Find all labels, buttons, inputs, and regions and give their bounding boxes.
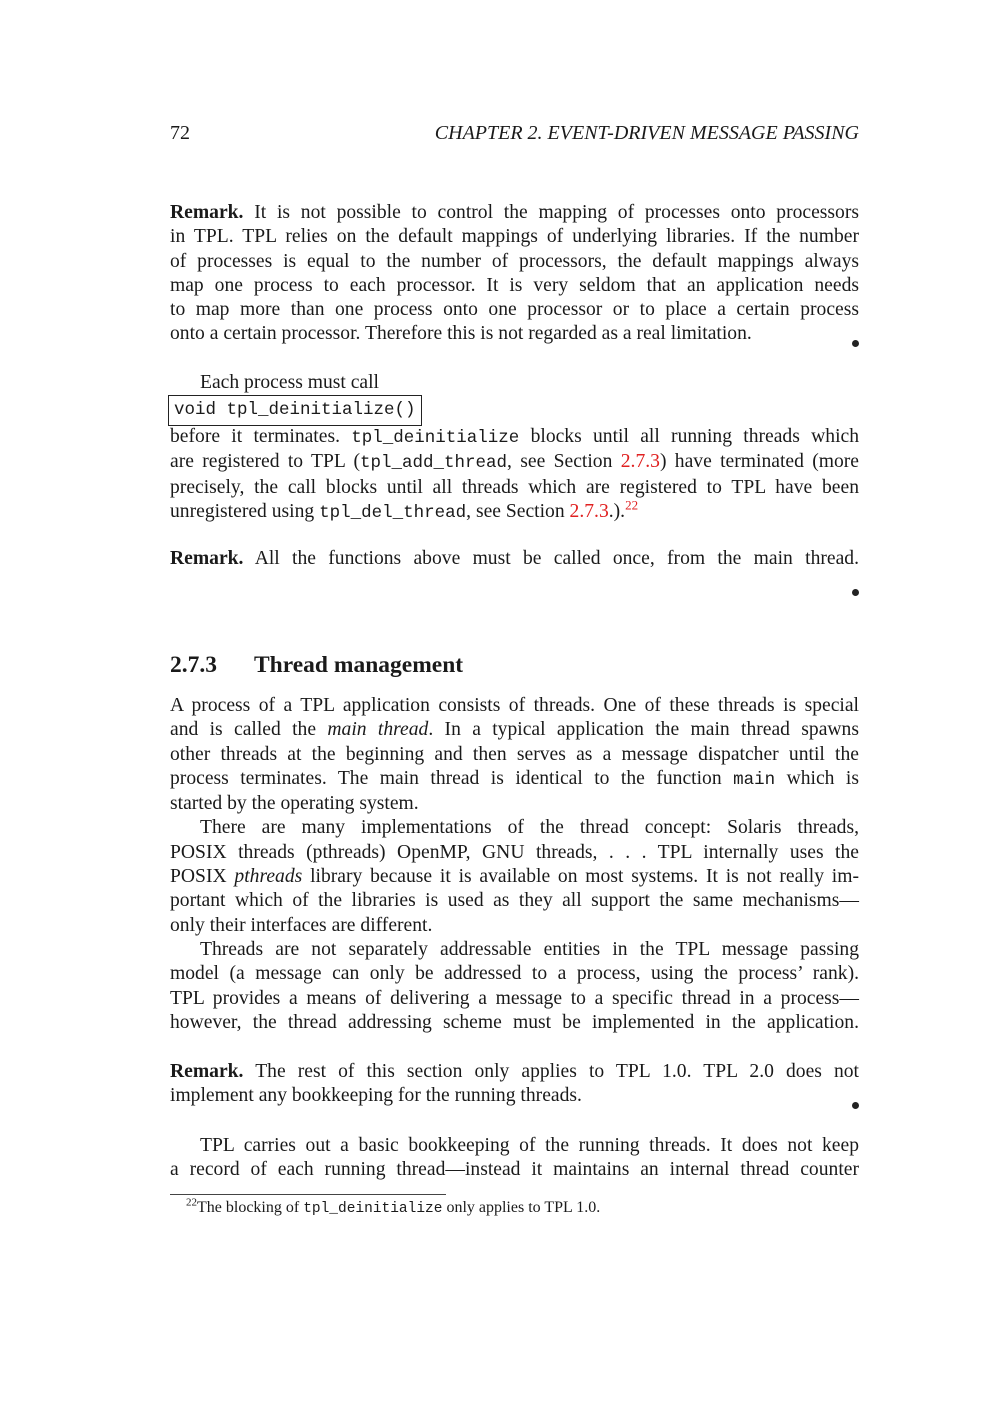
text-line: portant which of the libraries is used as they all support the same mechanisms— [170,890,859,912]
text-line: started by the operating system. [170,793,419,815]
section-number: 2.7.3 [170,652,217,678]
text-line: It is not possible to control the mapping of processes onto processors [254,202,859,223]
code-inline: tpl_deinitialize [303,1201,443,1217]
remark-main-thread [170,547,859,595]
section-heading [170,652,463,679]
text-line: model (a message can only be addressed to a process, using the process’ rank). [170,963,859,985]
text-span: process terminates. The main thread is identical to the function [170,767,722,789]
text-line: TPL carries out a basic bookkeeping of the running threads. It does not keep [200,1135,859,1156]
footnote-mark: 22 [186,1196,197,1209]
remark-tpl-version [170,1060,859,1109]
emphasis: main thread [327,719,429,741]
text-span: only applies to TPL 1.0. [446,1199,601,1216]
text-line: to map more than one process onto one processor or to place a certain process [170,299,859,321]
code-box: void tpl_deinitialize() [168,395,422,426]
deinit-description [170,425,859,525]
text-span: The rest of this section only applies to TPL 1.0. TPL 2.0 does not [255,1061,860,1082]
page-number: 72 [170,122,190,144]
text-line: a record of each running thread—instead it maintains an internal thread counter [170,1159,859,1181]
text-line: There are many implementations of the thread concept: Solaris threads, [200,817,859,839]
text-span: library because it is available on most systems. It is not really im- [310,866,859,888]
remark-label: Remark. [170,202,244,223]
text-line: onto a certain processor. Therefore this is not regarded as a real limitation. [170,323,752,345]
text-span: ) have terminated (more [659,451,860,473]
section-link[interactable]: 2.7.3 [569,500,609,522]
text-line: A process of a TPL application consists of threads. One of these threads is special [170,695,859,716]
code-inline: tpl_del_thread [319,502,467,523]
footnote [186,1196,601,1217]
section-link[interactable]: 2.7.3 [620,451,660,473]
text-span: blocks until all running threads which [530,426,860,447]
running-title: CHAPTER 2. EVENT-DRIVEN MESSAGE PASSING [434,122,859,144]
text-span: , see Section [466,500,565,522]
text-span: and is called the [170,719,317,741]
text-span: implement any bookkeeping for the running threads. [170,1085,582,1107]
text-span: All the functions above must be called once, from the main thread. [254,548,859,569]
end-of-remark-bullet [852,330,859,354]
running-header [170,122,859,148]
text-span: , see Section [507,451,613,473]
text-span: .). [608,500,626,522]
code-inline: tpl_add_thread [360,453,508,474]
text-span: which is [786,767,860,789]
text-span: . In a typical application the main thread spawns [428,719,859,741]
text-line: however, the thread addressing scheme must be implemented in the application. [170,1011,859,1033]
text-line: other threads at the beginning and then serves as a message dispatcher until the [170,743,859,765]
text-line: Each process must call [200,372,380,393]
text-span: unregistered using [170,500,315,522]
remark-label: Remark. [170,1061,244,1082]
text-line: map one process to each processor. It is very seldom that an application needs [170,274,859,296]
text-line: of processes is equal to the number of processors, the default mappings always [170,250,859,272]
text-line: POSIX threads (pthreads) OpenMP, GNU threads, . . . TPL internally uses the [170,841,859,863]
code-inline: tpl_deinitialize [351,428,520,448]
emphasis: pthreads [234,866,303,888]
text-line: Threads are not separately addressable entities in the TPL message passing [200,938,859,960]
deinit-intro [170,371,859,395]
end-of-remark-bullet [852,579,859,603]
text-span: The blocking of [197,1199,300,1216]
remark-mapping [170,201,859,347]
text-line: only their interfaces are different. [170,914,433,936]
section-title: Thread management [254,652,464,678]
code-inline: main [733,769,776,790]
end-of-remark-bullet [852,1092,859,1116]
text-line: precisely, the call blocks until all threads which are registered to TPL have been [170,476,859,498]
thread-mgmt-body [170,694,859,1035]
remark-label: Remark. [170,548,244,569]
text-span: before it terminates. [170,426,340,447]
bookkeeping-paragraph [170,1134,859,1183]
text-line: TPL provides a means of delivering a message to a specific thread in a process— [170,987,859,1009]
footnote-rule [170,1194,446,1195]
text-line: in TPL. TPL relies on the default mappings of underlying libraries. If the number [170,226,859,248]
text-span: are registered to TPL ( [170,451,361,473]
footnote-link[interactable]: 22 [625,497,639,513]
text-span: POSIX [170,866,227,888]
